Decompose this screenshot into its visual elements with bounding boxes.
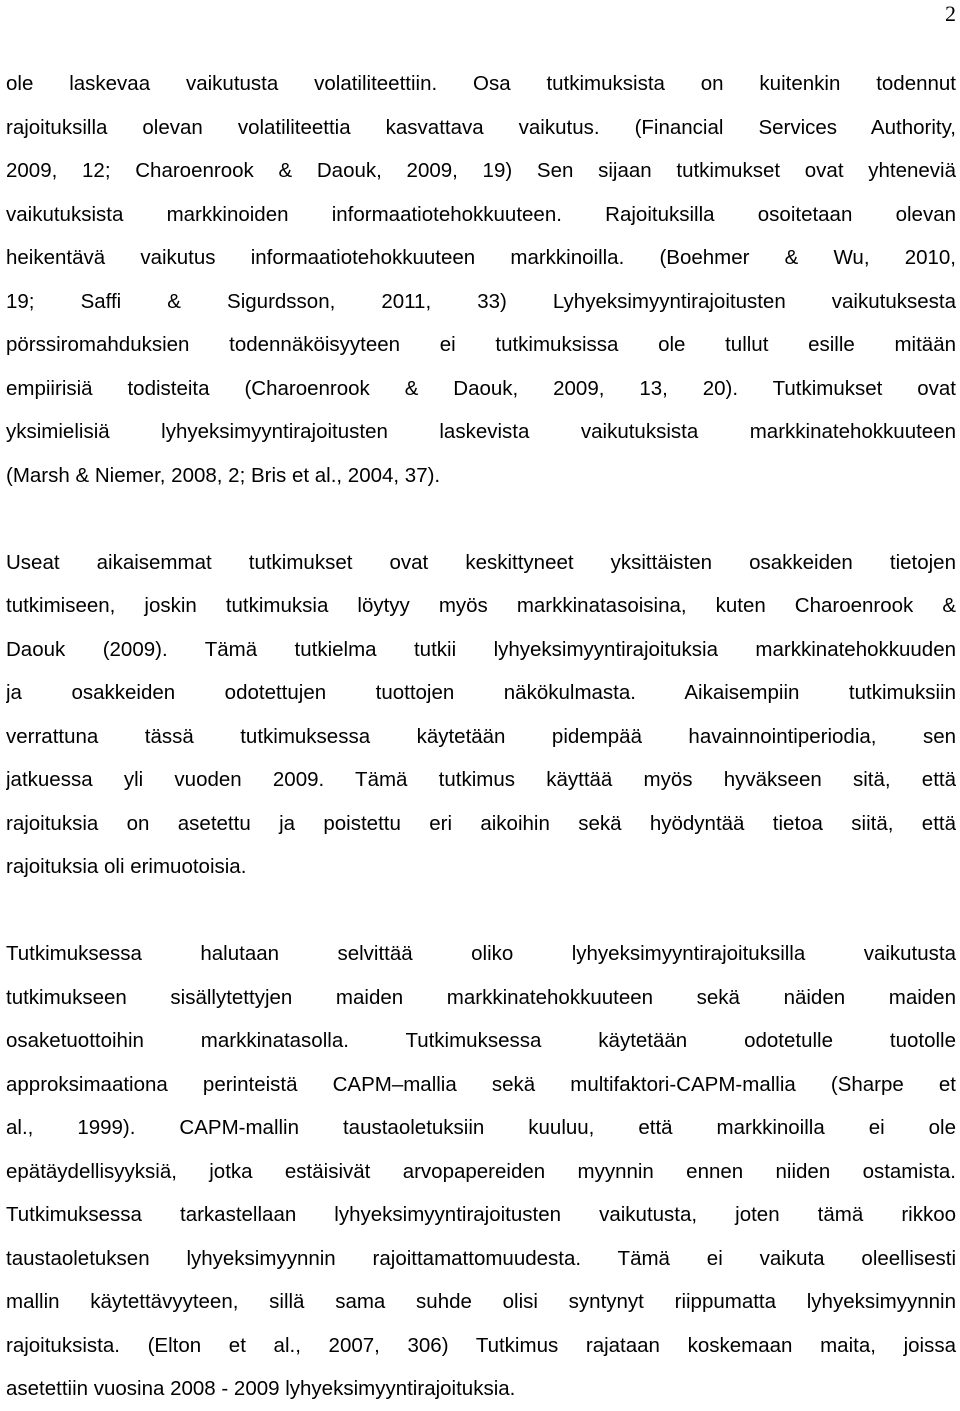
text-line: ja osakkeiden odotettujen tuottojen näkökulmasta. Aikaisempiin tutkimuksiin [6, 681, 956, 704]
paragraph-gap [6, 889, 956, 933]
text-line: rajoituksia oli erimuotoisia. [6, 855, 247, 878]
text-line: Useat aikaisemmat tutkimukset ovat keskittyneet yksittäisten osakkeiden tietojen [6, 550, 956, 574]
paragraph-gap [6, 497, 956, 541]
text-line: rajoituksilla olevan volatiliteettia kasvattava vaikutus. (Financial Services Authority, [6, 115, 956, 139]
text-line: approksimaationa perinteistä CAPM–mallia sekä multifaktori-CAPM-mallia (Sharpe et [6, 1072, 956, 1096]
text-line: pörssiromahduksien todennäköisyyteen ei tutkimuksissa ole tullut esille mitään [6, 333, 956, 356]
text-line: (Marsh & Niemer, 2008, 2; Bris et al., 2004, 37). [6, 463, 441, 487]
text-line: mallin käytettävyyteen, sillä sama suhde olisi syntynyt riippumatta lyhyeksimyynnin [6, 1290, 956, 1313]
page-number: 2 [945, 1, 956, 26]
text-line: yksimielisiä lyhyeksimyyntirajoitusten laskevista vaikutuksista markkinatehokkuuteen [6, 420, 956, 443]
text-line: heikentävä vaikutus informaatiotehokkuuteen markkinoilla. (Boehmer & Wu, 2010, [6, 246, 956, 269]
paragraph-3 [6, 932, 956, 1411]
text-line: vaikutuksista markkinoiden informaatiotehokkuuteen. Rajoituksilla osoitetaan olevan [6, 202, 956, 226]
text-line: taustaoletuksen lyhyeksimyynnin rajoittamattomuudesta. Tämä ei vaikuta oleellisesti [6, 1246, 956, 1270]
text-line: Tutkimuksessa tarkastellaan lyhyeksimyyntirajoitusten vaikutusta, joten tämä rikkoo [6, 1203, 956, 1226]
document-body [6, 62, 956, 1411]
text-line: empiirisiä todisteita (Charoenrook & Daouk, 2009, 13, 20). Tutkimukset ovat [6, 376, 956, 400]
text-line: rajoituksista. (Elton et al., 2007, 306) Tutkimus rajataan koskemaan maita, joissa [6, 1333, 956, 1357]
text-line: verrattuna tässä tutkimuksessa käytetään pidempää havainnointiperiodia, sen [6, 724, 956, 748]
text-line: Tutkimuksessa halutaan selvittää oliko lyhyeksimyyntirajoituksilla vaikutusta [6, 942, 956, 965]
text-line: osaketuottoihin markkinatasolla. Tutkimuksessa käytetään odotetulle tuotolle [6, 1029, 956, 1052]
text-line: rajoituksia on asetettu ja poistettu eri aikoihin sekä hyödyntää tietoa siitä, että [6, 811, 956, 835]
text-line: al., 1999). CAPM-mallin taustaoletuksiin kuuluu, että markkinoilla ei ole [6, 1116, 956, 1139]
text-line: tutkimukseen sisällytettyjen maiden markkinatehokkuuteen sekä näiden maiden [6, 985, 956, 1009]
text-line: tutkimiseen, joskin tutkimuksia löytyy myös markkinatasoisina, kuten Charoenrook & [6, 594, 956, 617]
text-line: ole laskevaa vaikutusta volatiliteettiin. Osa tutkimuksista on kuitenkin todennut [6, 72, 956, 95]
text-line: 2009, 12; Charoenrook & Daouk, 2009, 19) Sen sijaan tutkimukset ovat yhteneviä [6, 159, 956, 182]
text-line: Daouk (2009). Tämä tutkielma tutkii lyhyeksimyyntirajoituksia markkinatehokkuuden [6, 637, 956, 661]
text-line: 19; Saffi & Sigurdsson, 2011, 33) Lyhyeksimyyntirajoitusten vaikutuksesta [6, 289, 956, 313]
paragraph-2 [6, 541, 956, 889]
text-line: epätäydellisyyksiä, jotka estäisivät arvopapereiden myynnin ennen niiden ostamista. [6, 1159, 956, 1183]
text-line: asetettiin vuosina 2008 - 2009 lyhyeksimyyntirajoituksia. [6, 1377, 516, 1400]
text-line: jatkuessa yli vuoden 2009. Tämä tutkimus käyttää myös hyväkseen sitä, että [6, 768, 956, 791]
paragraph-1 [6, 62, 956, 497]
